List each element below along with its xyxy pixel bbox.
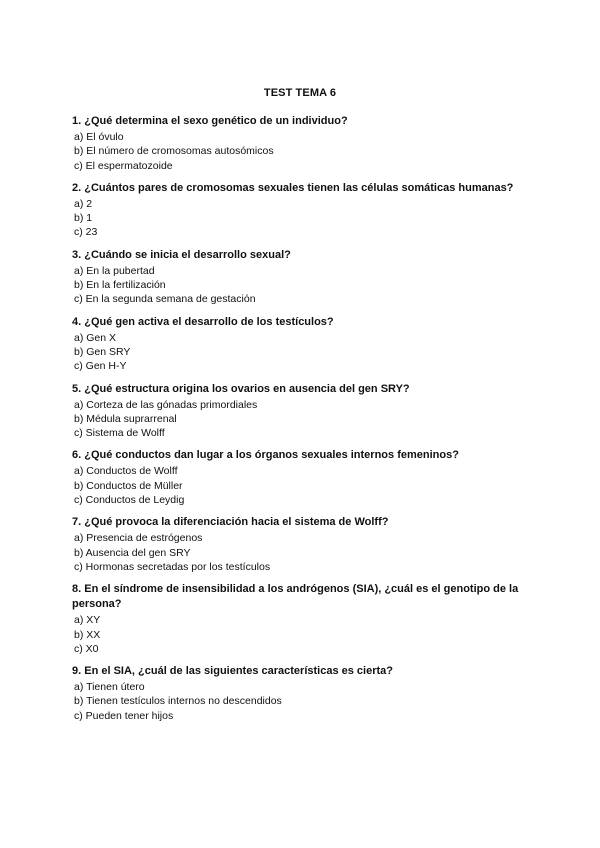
option-b: b) Tienen testículos internos no descendidos bbox=[74, 695, 282, 708]
question-text: 2. ¿Cuántos pares de cromosomas sexuales tienen las células somáticas humanas? bbox=[72, 181, 514, 194]
question-2 bbox=[72, 181, 542, 240]
option-a: a) 2 bbox=[74, 197, 93, 210]
question-text: 9. En el SIA, ¿cuál de las siguientes características es cierta? bbox=[72, 665, 393, 678]
page-title: TEST TEMA 6 bbox=[263, 87, 337, 99]
option-b: b) En la fertilización bbox=[74, 279, 166, 292]
option-c: c) En la segunda semana de gestación bbox=[74, 293, 256, 306]
question-text: 3. ¿Cuándo se inicia el desarrollo sexual? bbox=[72, 248, 291, 261]
question-text: 8. En el síndrome de insensibilidad a los andrógenos (SIA), ¿cuál es el genotipo de la persona? bbox=[72, 583, 519, 611]
option-c: c) Hormonas secretadas por los testículos bbox=[74, 560, 271, 573]
question-9 bbox=[72, 664, 542, 723]
question-4 bbox=[72, 315, 542, 374]
option-c: c) 23 bbox=[74, 226, 98, 239]
option-a: a) Conductos de Wolff bbox=[74, 465, 178, 478]
option-b: b) El número de cromosomas autosómicos bbox=[74, 145, 274, 158]
question-list bbox=[72, 114, 542, 731]
question-5 bbox=[72, 382, 542, 441]
question-text: 6. ¿Qué conductos dan lugar a los órganos sexuales internos femeninos? bbox=[72, 449, 459, 462]
question-1 bbox=[72, 114, 542, 173]
option-c: c) Sistema de Wolff bbox=[74, 427, 165, 440]
option-a: a) El óvulo bbox=[74, 131, 124, 143]
option-a: a) Presencia de estrógenos bbox=[74, 532, 203, 545]
question-3 bbox=[72, 248, 542, 307]
question-text: 5. ¿Qué estructura origina los ovarios en ausencia del gen SRY? bbox=[72, 382, 410, 395]
option-b: b) 1 bbox=[74, 212, 93, 225]
option-b: b) Gen SRY bbox=[74, 345, 131, 358]
option-a: a) Corteza de las gónadas primordiales bbox=[74, 398, 258, 411]
option-b: b) Ausencia del gen SRY bbox=[74, 546, 191, 559]
question-8 bbox=[72, 582, 542, 656]
option-c: c) Gen H-Y bbox=[74, 360, 127, 373]
option-c: c) Conductos de Leydig bbox=[74, 494, 185, 507]
option-a: a) XY bbox=[74, 614, 101, 627]
question-6 bbox=[72, 448, 542, 507]
question-text: 4. ¿Qué gen activa el desarrollo de los testículos? bbox=[72, 315, 334, 328]
option-a: a) En la pubertad bbox=[74, 264, 155, 277]
option-c: c) El espermatozoide bbox=[74, 159, 173, 172]
question-text: 1. ¿Qué determina el sexo genético de un individuo? bbox=[72, 115, 348, 127]
option-b: b) Conductos de Müller bbox=[74, 479, 183, 492]
question-text: 7. ¿Qué provoca la diferenciación hacia el sistema de Wolff? bbox=[72, 516, 389, 529]
option-b: b) Médula suprarrenal bbox=[74, 412, 177, 425]
option-c: c) X0 bbox=[74, 642, 99, 655]
question-7 bbox=[72, 515, 542, 574]
option-c: c) Pueden tener hijos bbox=[74, 709, 174, 722]
option-a: a) Tienen útero bbox=[74, 681, 145, 694]
option-a: a) Gen X bbox=[74, 331, 117, 344]
option-b: b) XX bbox=[74, 628, 101, 641]
